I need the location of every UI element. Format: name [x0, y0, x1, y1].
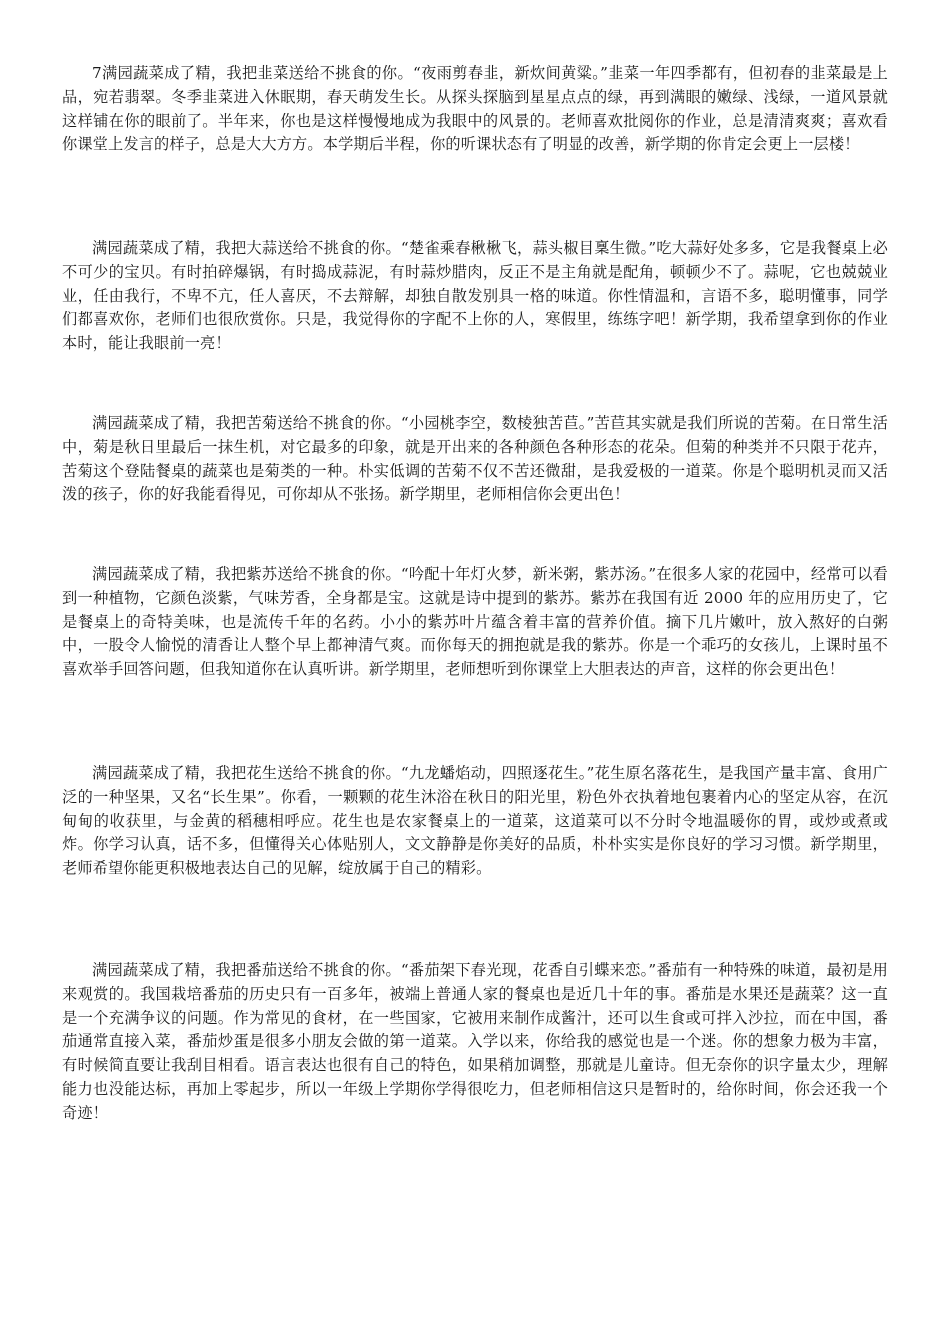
comment-paragraph-endive: 满园蔬菜成了精，我把苦菊送给不挑食的你。“小园桃李空，数棱独苦苣。”苦苣其实就是我们所说的苦菊。在日常生活中，菊是秋日里最后一抹生机，对它最多的印象，就是开出来的各种颜色各种形态的花朵。但菊的种类并不只限于花卉，苦菊这个登陆餐桌的蔬菜也是菊类的一种。朴实低调的苦菊不仅不苦还微甜，是我爱极的一道菜。你是个聪明机灵而又活泼的孩子，你的好我能看得见，可你却从不张扬。新学期里，老师相信你会更出色！: [62, 414, 888, 504]
comment-paragraph-chives: 7满园蔬菜成了精，我把韭菜送给不挑食的你。“夜雨剪春韭，新炊间黄粱。”韭菜一年四季都有，但初春的韭菜最是上品，宛若翡翠。冬季韭菜进入休眠期，春天萌发生长。从探头探脑到星星点点的绿，再到满眼的嫩绿、浅绿，一道风景就这样铺在你的眼前了。半年来，你也是这样慢慢地成为我眼中的风景的。老师喜欢批阅你的作业，总是清清爽爽；喜欢看你课堂上发言的样子，总是大大方方。本学期后半程，你的听课状态有了明显的改善，新学期的你肯定会更上一层楼！: [62, 64, 888, 154]
comment-paragraph-perilla: 满园蔬菜成了精，我把紫苏送给不挑食的你。“吟配十年灯火梦，新米粥，紫苏汤。”在很多人家的花园中，经常可以看到一种植物，它颜色淡紫，气味芳香，全身都是宝。这就是诗中提到的紫苏。紫苏在我国有近 2000 年的应用历史了，它是餐桌上的奇特美味，也是流传千年的名药。小小的紫苏叶片蕴含着丰富的营养价值。摘下几片嫩叶，放入熬好的白粥中，一股令人愉悦的清香让人整个早上都神清气爽。而你每天的拥抱就是我的紫苏。你是一个乖巧的女孩儿，上课时虽不喜欢举手回答问题，但我知道你在认真听讲。新学期里，老师想听到你课堂上大胆表达的声音，这样的你会更出色！: [62, 565, 888, 679]
comment-paragraph-tomato: 满园蔬菜成了精，我把番茄送给不挑食的你。“番茄架下春光现，花香自引蝶来恋。”番茄有一种特殊的味道，最初是用来观赏的。我国栽培番茄的历史只有一百多年，被端上普通人家的餐桌也是近几十年的事。番茄是水果还是蔬菜？这一直是一个充满争议的问题。作为常见的食材，在一些国家，它被用来制作成酱汁，还可以生食或可拌入沙拉，而在中国，番茄通常直接入菜，番茄炒蛋是很多小朋友会做的第一道菜。入学以来，你给我的感觉也是一个迷。你的想象力极为丰富，有时候简直要让我刮目相看。语言表达也很有自己的特色，如果稍加调整，那就是儿童诗。但无奈你的识字量太少，理解能力也没能达标，再加上零起步，所以一年级上学期你学得很吃力，但老师相信这只是暂时的，给你时间，你会还我一个奇迹！: [62, 961, 888, 1122]
comment-paragraph-garlic: 满园蔬菜成了精，我把大蒜送给不挑食的你。“楚雀乘春楸楸飞，蒜头椒目稟生微。”吃大蒜好处多多，它是我餐桌上必不可少的宝贝。有时拍碎爆锅，有时捣成蒜泥，有时蒜炒腊肉，反正不是主角就是配角，顿顿少不了。蒜呢，它也兢兢业业，任由我行，不卑不亢，任人喜厌，不去辩解，却独自散发别具一格的味道。你性情温和，言语不多，聪明懂事，同学们都喜欢你，老师们也很欣赏你。只是，我觉得你的字配不上你的人，寒假里，练练字吧！新学期，我希望拿到你的作业本时，能让我眼前一亮！: [62, 239, 888, 353]
comment-paragraph-peanut: 满园蔬菜成了精，我把花生送给不挑食的你。“九龙蟠焰动，四照逐花生。”花生原名落花生，是我国产量丰富、食用广泛的一种坚果，又名“长生果”。你看，一颗颗的花生沐浴在秋日的阳光里，粉色外衣执着地包裹着内心的坚定从容，在沉甸甸的收获里，与金黄的稻穗相呼应。花生也是农家餐桌上的一道菜，这道菜可以不分时令地温暖你的胃，或炒或煮或炸。你学习认真，话不多，但懂得关心体贴别人，文文静静是你美好的品质，朴朴实实是你良好的学习习惯。新学期里，老师希望你能更积极地表达自己的见解，绽放属于自己的精彩。: [62, 764, 888, 878]
